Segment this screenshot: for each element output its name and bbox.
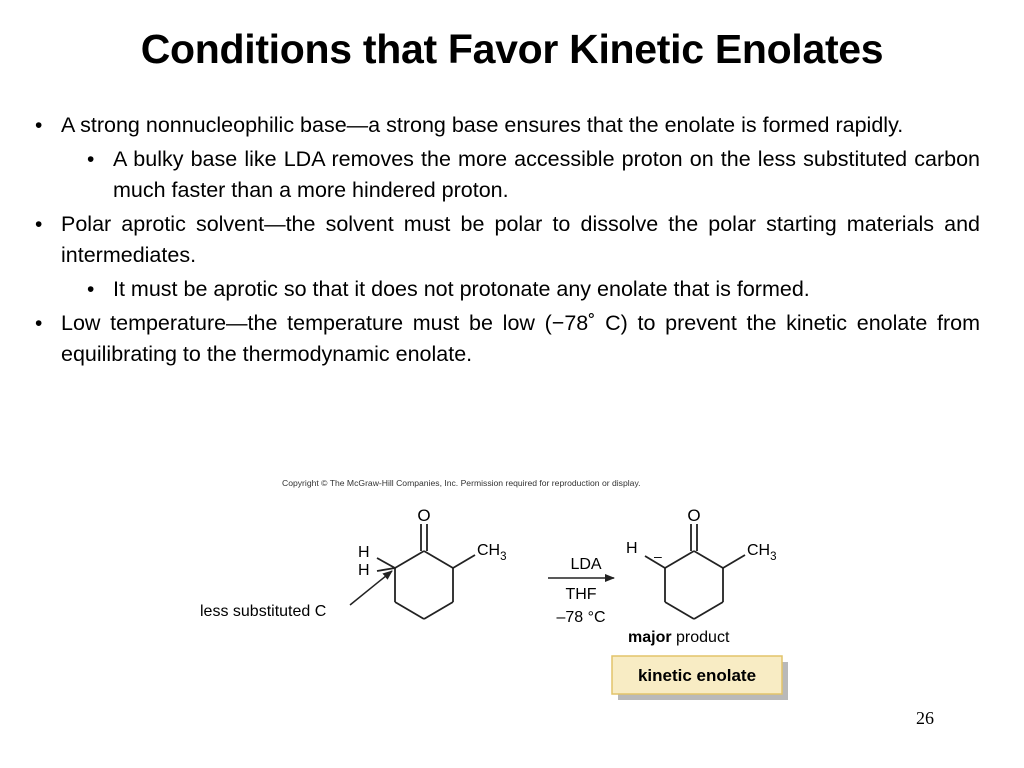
temperature-label: –78 °C [556,609,606,626]
less-substituted-label: less substituted C [200,603,327,620]
bullet-text: Low temperature—the temperature must be low (−78˚ C) to prevent the kinetic enolate from equilibrating to the thermodynamic enolate. [61,311,980,366]
bullet-list [30,110,980,373]
bullet-text: A bulky base like LDA removes the more accessible proton on the less substituted carbon much faster than a more hindered proton. [113,147,980,202]
sub-bullet-item [30,274,980,305]
slide-title: Conditions that Favor Kinetic Enolates [140,26,884,72]
reaction-figure [196,468,800,712]
reactant-oxygen-label: O [417,506,431,525]
bullet-item [30,308,980,370]
solvent-label: THF [565,586,597,603]
bullet-item [30,110,980,141]
bullet-dot-icon: • [87,148,95,171]
major-product-label: major product [628,629,730,646]
bullet-item [30,209,980,271]
bullet-dot-icon: • [35,312,43,335]
page-number: 26 [916,708,934,728]
bullet-text: Polar aprotic solvent—the solvent must be polar to dissolve the polar starting materials and intermediates. [61,212,980,267]
reactant-h-top: H [358,544,370,561]
carbanion-charge: – [654,548,662,564]
copyright-notice: Copyright © The McGraw-Hill Companies, Inc. Permission required for reproduction or display. [282,478,641,488]
kinetic-enolate-label: kinetic enolate [637,666,757,685]
bullet-text: A strong nonnucleophilic base—a strong base ensures that the enolate is formed rapidly. [61,113,904,137]
bullet-dot-icon: • [35,213,43,236]
product-oxygen-label: O [687,506,701,525]
bullet-dot-icon: • [87,278,95,301]
reagent-label: LDA [570,556,602,573]
bullet-text: It must be aprotic so that it does not protonate any enolate that is formed. [113,277,810,301]
bullet-dot-icon: • [35,114,43,137]
reactant-methyl-label: $CH_3$ [477,542,507,563]
product-hydrogen-label: H [626,540,638,557]
product-methyl-label: $CH_3$ [747,542,777,563]
reactant-h-bottom: H [358,562,370,579]
sub-bullet-item [30,144,980,206]
